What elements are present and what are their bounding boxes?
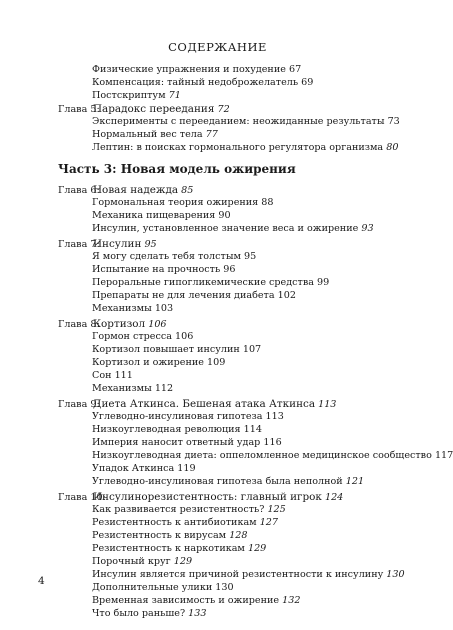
entry-title: Гормон стресса	[92, 331, 172, 342]
entry-page-number: 119	[177, 463, 196, 474]
entry-page-number: 129	[173, 556, 193, 567]
section-entry	[92, 543, 266, 555]
entry-title: Низкоуглеводная революция	[92, 424, 241, 435]
entry-page-number: 124	[324, 492, 344, 503]
section-entry	[92, 556, 192, 568]
entry-title: Резистентность к вирусам	[92, 530, 227, 541]
entry-page-number: 77	[205, 129, 218, 140]
entry-page-number: 69	[301, 77, 314, 88]
chapter-label: Глава 6:	[58, 185, 100, 196]
entry-title: Гормональная теория ожирения	[92, 197, 259, 208]
entry-page-number: 99	[317, 277, 330, 288]
entry-page-number: 90	[218, 210, 231, 221]
entry-page-number: 121	[345, 476, 365, 487]
entry-title: Лептин: в поисках гормонального регулятора организма	[92, 142, 384, 153]
entry-title: Пероральные гипогликемические средства	[92, 277, 314, 288]
entry-page-number: 117	[434, 450, 453, 461]
entry-title: Низкоуглеводная диета: оппеломленное медицинское сообщество	[92, 450, 432, 461]
entry-title: Часть 3: Новая модель ожирения	[58, 162, 296, 176]
section-entry	[92, 77, 313, 89]
entry-title: Парадокс переедания	[93, 103, 215, 115]
entry-title: Порочный круг	[92, 556, 171, 567]
entry-page-number: 111	[114, 370, 133, 381]
entry-title: Кортизол	[93, 318, 146, 330]
entry-page-number: 107	[242, 344, 262, 355]
part-heading	[58, 162, 296, 176]
page-number: 4	[38, 575, 45, 587]
entry-title: Испытание на прочность	[92, 264, 221, 275]
entry-title: Резистентность к наркотикам	[92, 543, 245, 554]
section-entry	[92, 264, 236, 276]
entry-page-number: 88	[261, 197, 274, 208]
section-entry	[92, 197, 274, 209]
entry-title: Механика пищеварения	[92, 210, 216, 221]
entry-title: Как развивается резистентность?	[92, 504, 265, 515]
entry-page-number: 93	[361, 223, 374, 234]
entry-page-number: 106	[174, 331, 194, 342]
entry-title: Я могу сделать тебя толстым	[92, 251, 241, 262]
page-header: СОДЕРЖАНИЕ	[168, 40, 267, 54]
chapter-entry	[58, 398, 336, 411]
entry-page-number: 132	[282, 595, 301, 606]
entry-page-number: 67	[288, 64, 302, 75]
entry-page-number: 130	[215, 582, 234, 593]
entry-title: Постскриптум	[92, 90, 166, 101]
entry-page-number: 106	[148, 319, 167, 330]
section-entry	[92, 210, 231, 222]
section-entry	[92, 383, 173, 395]
section-entry	[92, 116, 400, 128]
chapter-entry	[58, 184, 193, 197]
entry-title: Инсулинорезистентность: главный игрок	[93, 491, 322, 503]
entry-title: Империя наносит ответный удар	[92, 437, 261, 448]
entry-page-number: 125	[267, 504, 286, 515]
chapter-entry	[58, 318, 167, 331]
section-entry	[92, 504, 286, 516]
chapter-entry	[58, 238, 157, 251]
entry-page-number: 85	[181, 185, 194, 196]
entry-page-number: 129	[247, 543, 267, 554]
section-entry	[92, 424, 262, 436]
entry-page-number: 133	[188, 608, 207, 619]
section-entry	[92, 582, 234, 594]
section-entry	[92, 569, 405, 581]
section-entry	[92, 357, 225, 369]
entry-title: Инсулин, установленное значение веса и ожирение	[92, 223, 359, 234]
chapter-label: Глава 10:	[58, 492, 106, 503]
entry-title: Механизмы	[92, 303, 152, 314]
section-entry	[92, 517, 278, 529]
section-entry	[92, 331, 193, 343]
entry-title: Резистентность к антибиотикам	[92, 517, 257, 528]
section-entry	[92, 277, 329, 289]
chapter-label: Глава 8:	[58, 319, 100, 330]
entry-title: Инсулин	[93, 238, 142, 250]
entry-title: Углеводно-инсулиновая гипотеза	[92, 411, 263, 422]
section-entry	[92, 595, 300, 607]
chapter-label: Глава 7:	[58, 239, 100, 250]
section-entry	[92, 344, 261, 356]
entry-page-number: 80	[386, 142, 399, 153]
section-entry	[92, 530, 248, 542]
entry-page-number: 72	[217, 104, 230, 115]
section-entry	[92, 90, 181, 102]
entry-page-number: 95	[144, 239, 157, 250]
entry-page-number: 114	[243, 424, 262, 435]
entry-title: Инсулин является причиной резистентности к инсулину	[92, 569, 384, 580]
section-entry	[92, 411, 284, 423]
chapter-label: Глава 9:	[58, 399, 100, 410]
entry-page-number: 71	[168, 90, 181, 101]
entry-page-number: 96	[223, 264, 236, 275]
section-entry	[92, 303, 173, 315]
entry-title: Углеводно-инсулиновая гипотеза была неполной	[92, 476, 343, 487]
section-entry	[92, 370, 133, 382]
chapter-entry	[58, 491, 343, 504]
chapter-label: Глава 5:	[58, 104, 100, 115]
entry-page-number: 113	[318, 399, 337, 410]
entry-title: Препараты не для лечения диабета	[92, 290, 275, 301]
entry-page-number: 127	[259, 517, 279, 528]
entry-title: Кортизол и ожирение	[92, 357, 204, 368]
section-entry	[92, 64, 301, 76]
entry-title: Упадок Аткинса	[92, 463, 175, 474]
entry-page-number: 116	[263, 437, 282, 448]
section-entry	[92, 450, 453, 462]
section-entry	[92, 290, 296, 302]
entry-title: Нормальный вес тела	[92, 129, 203, 140]
section-entry	[92, 437, 282, 449]
section-entry	[92, 223, 374, 235]
entry-title: Эксперименты с перееданием: неожиданные результаты	[92, 116, 385, 127]
section-entry	[92, 251, 256, 263]
entry-title: Временная зависимость и ожирение	[92, 595, 280, 606]
entry-page-number: 103	[154, 303, 174, 314]
entry-title: Сон	[92, 370, 112, 381]
section-entry	[92, 142, 398, 154]
entry-page-number: 73	[387, 116, 400, 127]
entry-page-number: 112	[154, 383, 174, 394]
entry-title: Дополнительные улики	[92, 582, 213, 593]
section-entry	[92, 463, 196, 475]
entry-title: Механизмы	[92, 383, 152, 394]
chapter-entry	[58, 103, 230, 116]
entry-title: Что было раньше?	[92, 608, 186, 619]
entry-title: Кортизол повышает инсулин	[92, 344, 240, 355]
entry-title: Физические упражнения и похудение	[92, 64, 286, 75]
section-entry	[92, 476, 364, 488]
entry-page-number: 102	[277, 290, 296, 301]
section-entry	[92, 608, 206, 620]
entry-page-number: 95	[244, 251, 257, 262]
entry-page-number: 128	[229, 530, 248, 541]
section-entry	[92, 129, 218, 141]
entry-title: Диета Аткинса. Бешеная атака Аткинса	[93, 398, 316, 410]
entry-page-number: 109	[206, 357, 226, 368]
entry-page-number: 130	[386, 569, 405, 580]
entry-title: Новая надежда	[93, 184, 179, 196]
entry-page-number: 113	[265, 411, 284, 422]
entry-title: Компенсация: тайный недоброжелатель	[92, 77, 299, 88]
